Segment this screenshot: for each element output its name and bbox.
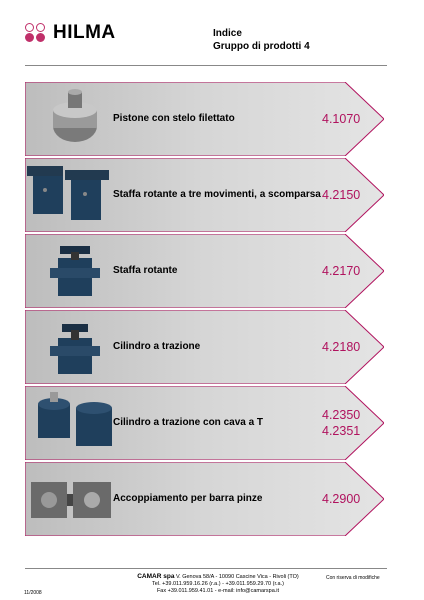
product-image xyxy=(40,88,110,153)
hilma-logo xyxy=(25,22,116,44)
product-label: Staffa rotante a tre movimenti, a scomparsa xyxy=(113,189,321,200)
logo-text: HILMA xyxy=(53,22,116,43)
product-label: Staffa rotante xyxy=(113,265,178,276)
footer-date: 11/2008 xyxy=(24,590,42,596)
product-image xyxy=(27,470,117,535)
product-code[interactable]: 4.2900 xyxy=(322,492,361,506)
product-image xyxy=(25,160,115,235)
product-image xyxy=(30,388,120,463)
footer-company: CAMAR spa xyxy=(137,573,175,580)
product-row[interactable] xyxy=(25,386,384,460)
product-label: Pistone con stelo filettato xyxy=(113,113,235,124)
footer-note: Con riserva di modifiche xyxy=(326,575,380,581)
product-code[interactable]: 4.2180 xyxy=(322,340,361,354)
footer-divider xyxy=(25,568,387,569)
product-code[interactable]: 4.2351 xyxy=(322,424,361,438)
product-code[interactable]: 4.2350 xyxy=(322,408,361,422)
product-image xyxy=(40,318,110,383)
header-divider xyxy=(25,65,387,66)
footer-company-info xyxy=(90,573,346,595)
product-image xyxy=(40,242,110,307)
product-label: Accoppiamento per barra pinze xyxy=(113,493,263,504)
product-row[interactable] xyxy=(25,82,384,156)
page-title: Indice xyxy=(213,28,242,39)
logo-mark-icon xyxy=(25,23,47,43)
page-subtitle: Gruppo di prodotti 4 xyxy=(213,41,310,52)
product-code[interactable]: 4.2150 xyxy=(322,188,361,202)
product-code[interactable]: 4.1070 xyxy=(322,112,361,126)
product-row[interactable] xyxy=(25,234,384,308)
footer-address: V. Genova 58/A - 10090 Cascine Vica - Rivoli (TO) xyxy=(175,574,299,580)
product-row[interactable] xyxy=(25,310,384,384)
product-code[interactable]: 4.2170 xyxy=(322,264,361,278)
product-label: Cilindro a trazione xyxy=(113,341,201,352)
product-row[interactable] xyxy=(25,158,384,232)
product-label: Cilindro a trazione con cava a T xyxy=(113,417,264,428)
footer-phone: Tel. +39.011.959.16.26 (r.a.) - +39.011.959.29.70 (r.a.) xyxy=(152,581,284,587)
product-row[interactable] xyxy=(25,462,384,536)
footer-fax: Fax +39.011.959.41.01 - e-mail: info@camarspa.it xyxy=(156,588,280,594)
